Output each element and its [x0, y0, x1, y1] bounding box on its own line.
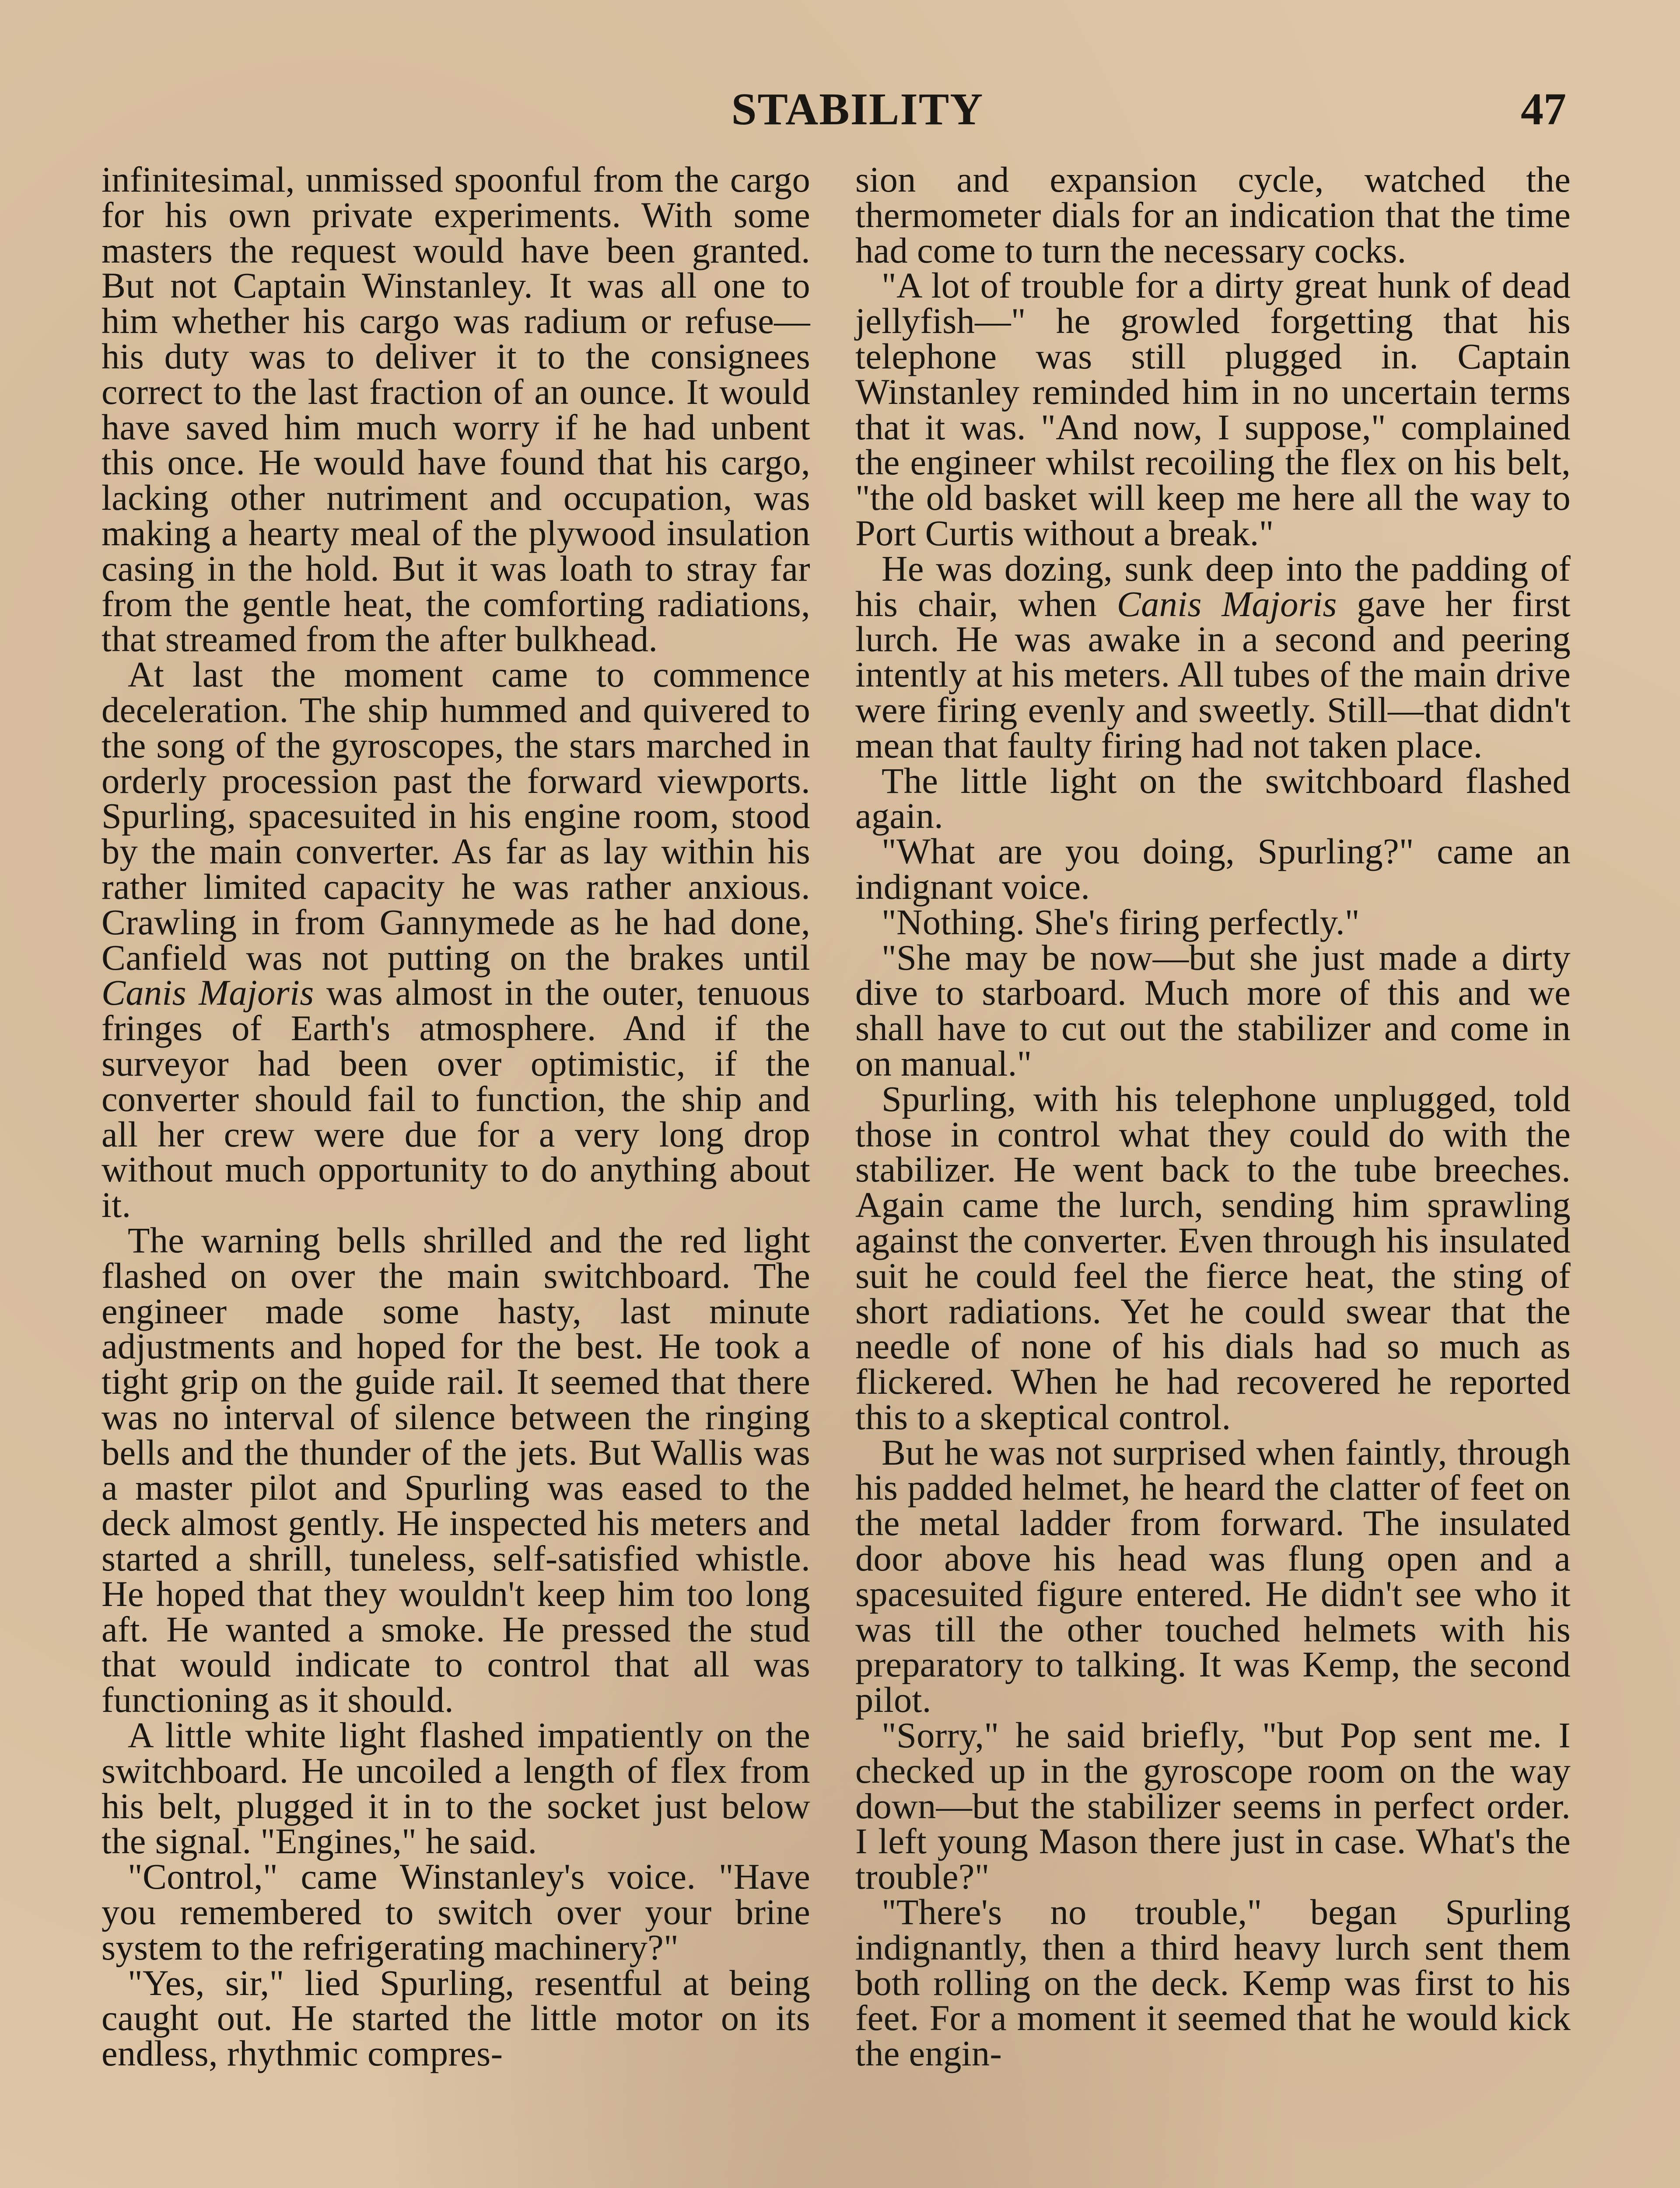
- paragraph: The little light on the switchboard flashed again.: [855, 760, 1571, 836]
- paragraph: infinitesimal, unmissed spoonful from the cargo for his own private experiments. With some masters the request would have been granted. But not Captain Winstanley. It was all one to him whether his cargo was radium or refuse—his duty was to deliver it to the consignees correct to the last fraction of an ounce. It would have saved him much worry if he had unbent this once. He would have found that his cargo, lacking other nutriment and occupation, was making a hearty meal of the plywood insulation casing in the hold. But it was loath to stray far from the gentle heat, the comforting radiations, that streamed from the after bulkhead.: [102, 159, 810, 659]
- running-title: STABILITY: [731, 84, 984, 134]
- paragraph: "There's no trouble," began Spurling indignantly, then a third heavy lurch sent them both rolling on the deck. Kemp was first to his feet. For a moment it seemed that he would kick the engin-: [855, 1892, 1571, 2074]
- paragraph: "A lot of trouble for a dirty great hunk of dead jellyfish—" he growled forgetting that his telephone was still plugged in. Captain Winstanley reminded him in no uncertain terms that it was. "And now, I suppose," complained the engineer whilst recoiling the flex on his belt, "the old basket will keep me here all the way to Port Curtis without a break.": [855, 265, 1571, 553]
- paragraph: But he was not surprised when faintly, through his padded helmet, he heard the clatter of feet on the metal ladder from forward. The insulated door above his head was flung open and a spacesuited figure entered. He didn't see who it was till the other touched helmets with his preparatory to talking. It was Kemp, the second pilot.: [855, 1432, 1571, 1720]
- paragraph: sion and expansion cycle, watched the thermometer dials for an indication that the time had come to turn the necessary cocks.: [855, 159, 1571, 270]
- paragraph: A little white light flashed impatiently on the switchboard. He uncoiled a length of flex from his belt, plugged it in to the socket just below the signal. "Engines," he said.: [102, 1715, 810, 1862]
- paragraph: He was dozing, sunk deep into the padding of his chair, when Canis Majoris gave her first lurch. He was awake in a second and peering intently at his meters. All tubes of the main drive were firing evenly and sweetly. Still—that didn't mean that faulty firing had not taken place.: [855, 548, 1571, 765]
- ship-name: Canis Majoris: [102, 972, 314, 1013]
- paragraph: "Nothing. She's firing perfectly.": [882, 901, 1360, 942]
- page-number: 47: [1521, 84, 1566, 134]
- left-column: [102, 159, 810, 2188]
- paragraph: "She may be now—but she just made a dirty dive to starboard. Much more of this and we shall have to cut out the stabilizer and come in on manual.": [855, 937, 1571, 1083]
- right-column: [855, 159, 1571, 2188]
- paragraph: Spurling, with his telephone unplugged, told those in control what they could do with the stabilizer. He went back to the tube breeches. Again came the lurch, sending him sprawling against the converter. Even through his insulated suit he could feel the fierce heat, the sting of short radiations. Yet he could swear that the needle of none of his dials had so much as flickered. When he had recovered he reported this to a skeptical control.: [855, 1078, 1571, 1437]
- paragraph: "Control," came Winstanley's voice. "Have you remembered to switch over your brine system to the refrigerating machinery?": [102, 1856, 810, 1967]
- ship-name: Canis Majoris: [1116, 583, 1337, 624]
- paragraph: At last the moment came to commence deceleration. The ship hummed and quivered to the song of the gyroscopes, the stars marched in orderly procession past the forward viewports. Spurling, spacesuited in his engine room, stood by the main converter. As far as lay within his rather limited capacity he was rather anxious. Crawling in from Gannymede as he had done, Canfield was not putting on the brakes until Canis Majoris was almost in the outer, tenuous fringes of Earth's atmosphere. And if the surveyor had been over optimistic, if the converter should fail to function, the ship and all her crew were due for a very long drop without much opportunity to do anything about it.: [102, 654, 810, 1225]
- page-header: [0, 83, 1680, 140]
- paragraph: "Yes, sir," lied Spurling, resentful at being caught out. He started the little motor on its endless, rhythmic compres-: [102, 1962, 810, 2074]
- paragraph: The warning bells shrilled and the red light flashed on over the main switchboard. The engineer made some hasty, last minute adjustments and hoped for the best. He took a tight grip on the guide rail. It seemed that there was no interval of silence between the ringing bells and the thunder of the jets. But Wallis was a master pilot and Spurling was eased to the deck almost gently. He inspected his meters and started a shrill, tuneless, self-satisfied whistle. He hoped that they wouldn't keep him too long aft. He wanted a smoke. He pressed the stud that would indicate to control that all was functioning as it should.: [102, 1220, 810, 1720]
- paragraph: "Sorry," he said briefly, "but Pop sent me. I checked up in the gyroscope room on the way down—but the stabilizer seems in perfect order. I left young Mason there just in case. What's the trouble?": [855, 1715, 1571, 1897]
- paragraph: "What are you doing, Spurling?" came an indignant voice.: [855, 831, 1571, 907]
